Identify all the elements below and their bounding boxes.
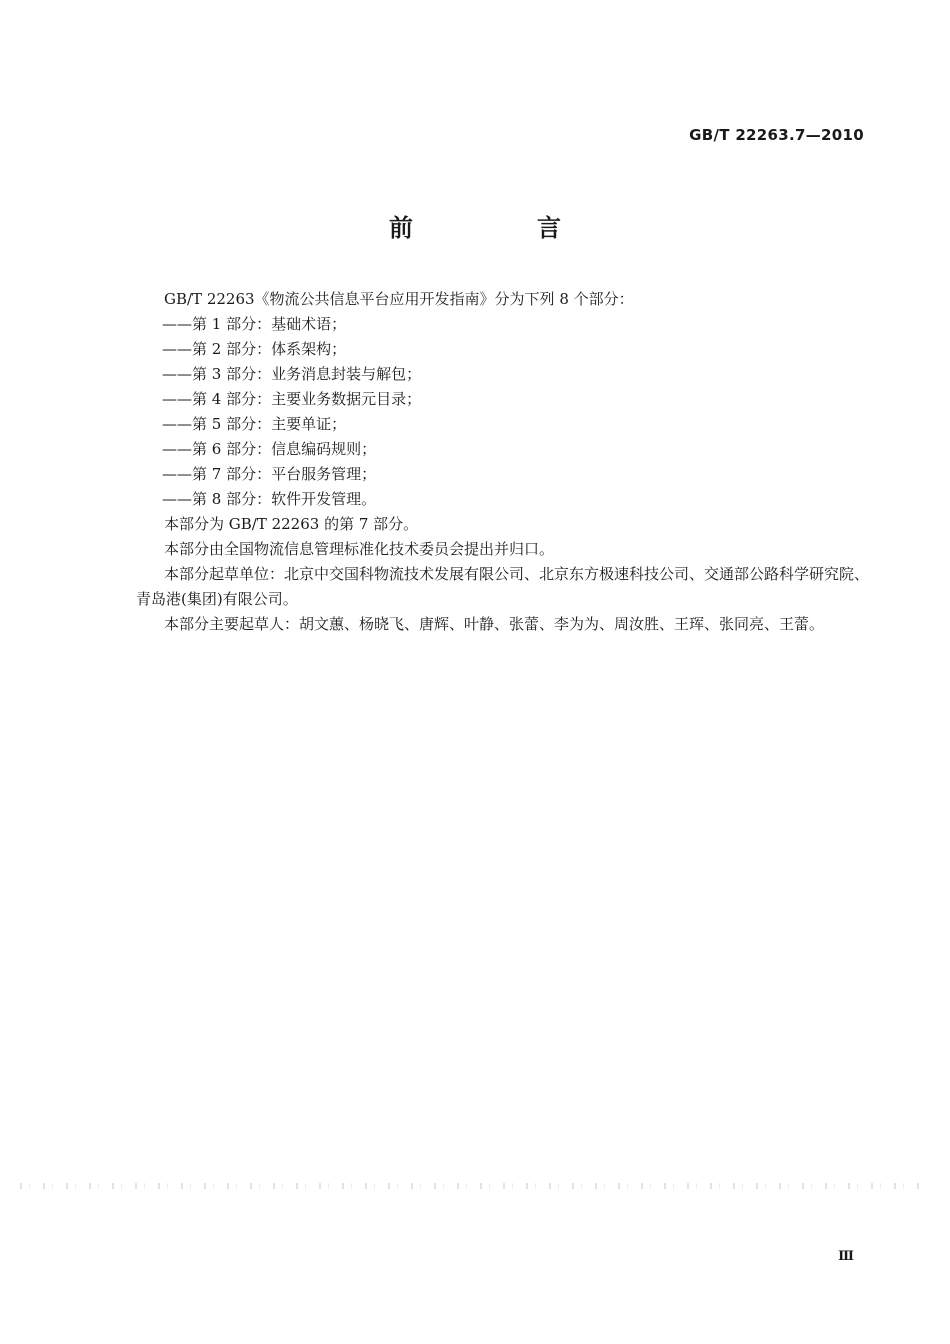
parts-list [136,312,876,512]
list-item: ——第 1 部分：基础术语； [162,315,347,333]
scan-noise-line [20,1183,920,1189]
main-drafters: 本部分主要起草人：胡文蕙、杨晓飞、唐辉、叶静、张蕾、李为为、周汝胜、王珲、张同亮、王蕾。 [164,615,825,633]
list-item: ——第 6 部分：信息编码规则； [162,440,377,458]
drafting-units: 本部分起草单位：北京中交国科物流技术发展有限公司、北京东方极速科技公司、交通部公路科学研究院、青岛港(集团)有限公司。 [136,565,870,608]
part-statement: 本部分为 GB/T 22263 的第 7 部分。 [164,515,419,533]
list-item: ——第 3 部分：业务消息封装与解包； [162,365,422,383]
list-item: ——第 7 部分：平台服务管理； [162,465,377,483]
list-item: ——第 5 部分：主要单证； [162,415,347,433]
standard-number: GB/T 22263.7—2010 [689,126,864,144]
list-item: ——第 8 部分：软件开发管理。 [162,490,377,508]
proposer-statement: 本部分由全国物流信息管理标准化技术委员会提出并归口。 [164,540,555,558]
list-item: ——第 4 部分：主要业务数据元目录； [162,390,422,408]
intro-paragraph: GB/T 22263《物流公共信息平台应用开发指南》分为下列 8 个部分： [164,290,634,308]
list-item: ——第 2 部分：体系架构； [162,340,347,358]
page-number: Ⅲ [838,1249,854,1264]
foreword-body [136,287,876,637]
page-title: 前 言 [389,214,611,242]
